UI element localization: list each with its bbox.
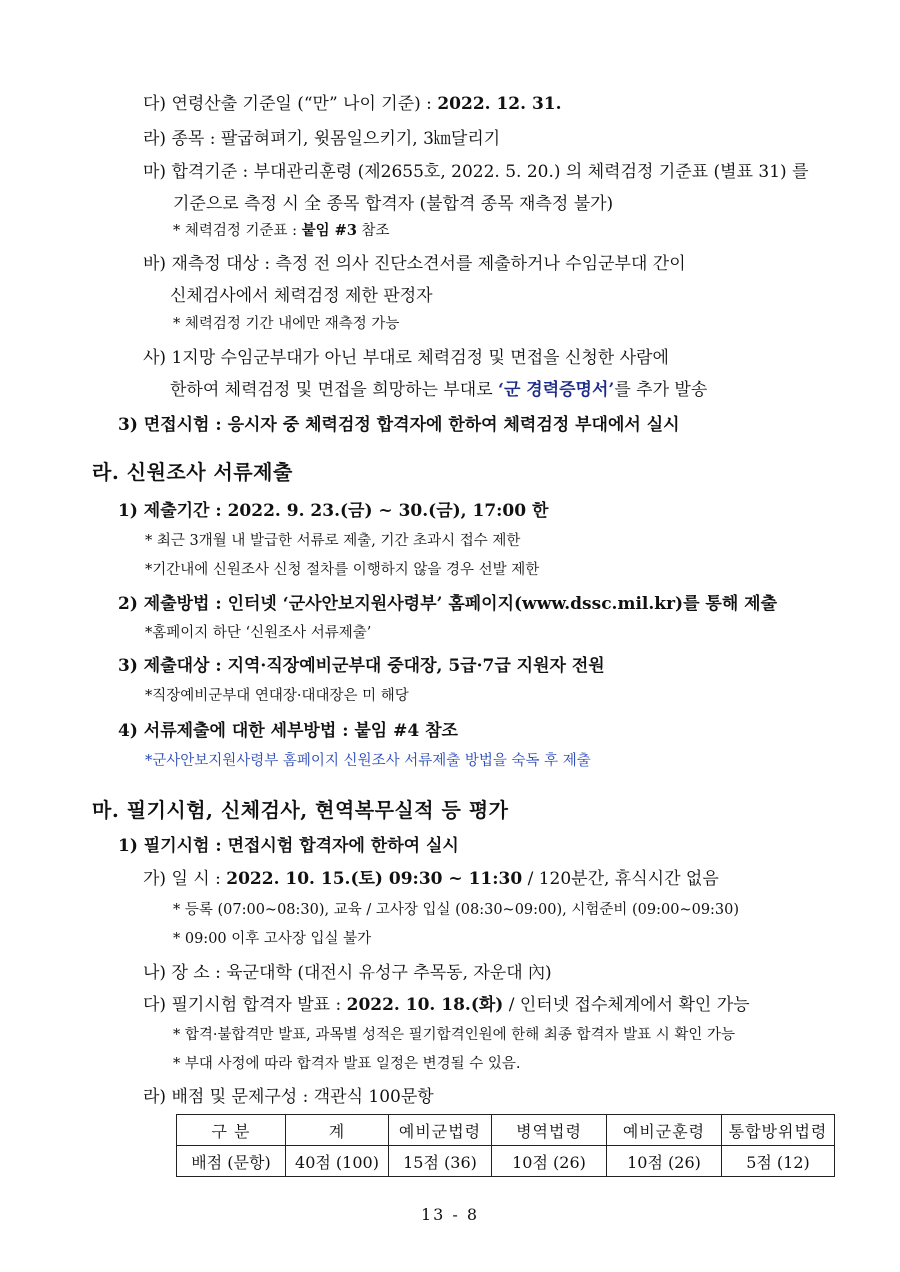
table-header-cell: 병역법령 [492,1115,607,1146]
page-number: 13 - 8 [420,1205,480,1224]
note-recent-docs: * 최근 3개월 내 발급한 서류로 제출, 기간 초과시 접수 제한 [145,533,521,549]
test-datetime-line: 가) 일 시 : 2022. 10. 15.(토) 09:30 ~ 11:30 / 120분간, 휴식시간 없음 [143,869,719,889]
table-cell: 15점 (36) [389,1146,492,1177]
pass-criteria-cont: 기준으로 측정 시 全 종목 합격자 (불합격 종목 재측정 불가) [173,194,614,214]
retest-line: 바) 재측정 대상 : 측정 전 의사 진단소견서를 제출하거나 수임군부대 간이 [143,254,686,274]
table-cell: 10점 (26) [607,1146,722,1177]
note-retest: * 체력검정 기간 내에만 재측정 가능 [173,316,400,332]
age-basis-line: 다) 연령산출 기준일 (“만” 나이 기준) : 2022. 12. 31. [143,94,562,114]
first-choice-cont: 한하여 체력검정 및 면접을 희망하는 부대로 ‘군 경력증명서’를 추가 발송 [170,380,708,400]
table-cell: 5점 (12) [722,1146,835,1177]
section-heading-background-check: 라. 신원조사 서류제출 [92,460,293,484]
section-heading-written-test: 마. 필기시험, 신체검사, 현역복무실적 등 평가 [92,798,509,822]
table-header-cell: 계 [286,1115,389,1146]
table-cell: 배점 (문항) [177,1146,286,1177]
submission-method-heading: 2) 제출방법 : 인터넷 ‘군사안보지원사령부’ 홈페이지(www.dssc.mil.kr)를 통해 제출 [118,594,778,614]
table-header-cell: 통합방위법령 [722,1115,835,1146]
score-composition-line: 라) 배점 및 문제구성 : 객관식 100문항 [143,1087,434,1107]
table-row [177,1146,835,1177]
note-schedule: * 등록 (07:00~08:30), 교육 / 고사장 입실 (08:30~09:00), 시험준비 (09:00~09:30) [173,902,740,918]
submission-period-heading: 1) 제출기간 : 2022. 9. 23.(금) ~ 30.(금), 17:00 한 [118,501,549,521]
test-place-line: 나) 장 소 : 육군대학 (대전시 유성구 추목동, 자운대 內) [143,963,552,983]
table-header-row [177,1115,835,1146]
note-fitness-table: * 체력검정 기준표 : 붙임 #3 참조 [173,222,390,239]
note-schedule-change: * 부대 사정에 따라 합격자 발표 일정은 변경될 수 있음. [173,1056,521,1072]
note-read-carefully: *군사안보지원사령부 홈페이지 신원조사 서류제출 방법을 숙독 후 제출 [145,753,591,769]
first-choice-line: 사) 1지망 수임군부대가 아닌 부대로 체력검정 및 면접을 신청한 사람에 [143,348,669,368]
note-pass-fail: * 합격·불합격만 발표, 과목별 성적은 필기합격인원에 한해 최종 합격자 발표 시 확인 가능 [173,1027,736,1043]
table-header-cell: 예비군법령 [389,1115,492,1146]
table-cell: 40점 (100) [286,1146,389,1177]
note-homepage: *홈페이지 하단 ‘신원조사 서류제출’ [145,625,372,641]
table-header-cell: 구 분 [177,1115,286,1146]
note-deadline: *기간내에 신원조사 신청 절차를 이행하지 않을 경우 선발 제한 [145,562,540,578]
retest-cont: 신체검사에서 체력검정 제한 판정자 [170,286,433,306]
interview-heading: 3) 면접시험 : 응시자 중 체력검정 합격자에 한하여 체력검정 부대에서 실시 [118,415,680,435]
events-line: 라) 종목 : 팔굽혀펴기, 윗몸일으키기, 3㎞달리기 [143,129,501,149]
result-announcement-line: 다) 필기시험 합격자 발표 : 2022. 10. 18.(화) / 인터넷 접수체계에서 확인 가능 [143,995,750,1015]
note-no-entry: * 09:00 이후 고사장 입실 불가 [173,931,372,947]
table-header-cell: 예비군훈령 [607,1115,722,1146]
table-cell: 10점 (26) [492,1146,607,1177]
score-table [176,1114,835,1177]
submission-target-heading: 3) 제출대상 : 지역·직장예비군부대 중대장, 5급·7급 지원자 전원 [118,656,605,676]
submission-detail-heading: 4) 서류제출에 대한 세부방법 : 붙임 #4 참조 [118,721,458,741]
note-not-applicable: *직장예비군부대 연대장·대대장은 미 해당 [145,688,409,704]
written-test-heading: 1) 필기시험 : 면접시험 합격자에 한하여 실시 [118,836,459,856]
pass-criteria-line: 마) 합격기준 : 부대관리훈령 (제2655호, 2022. 5. 20.) 의 체력검정 기준표 (별표 31) 를 [143,162,809,182]
